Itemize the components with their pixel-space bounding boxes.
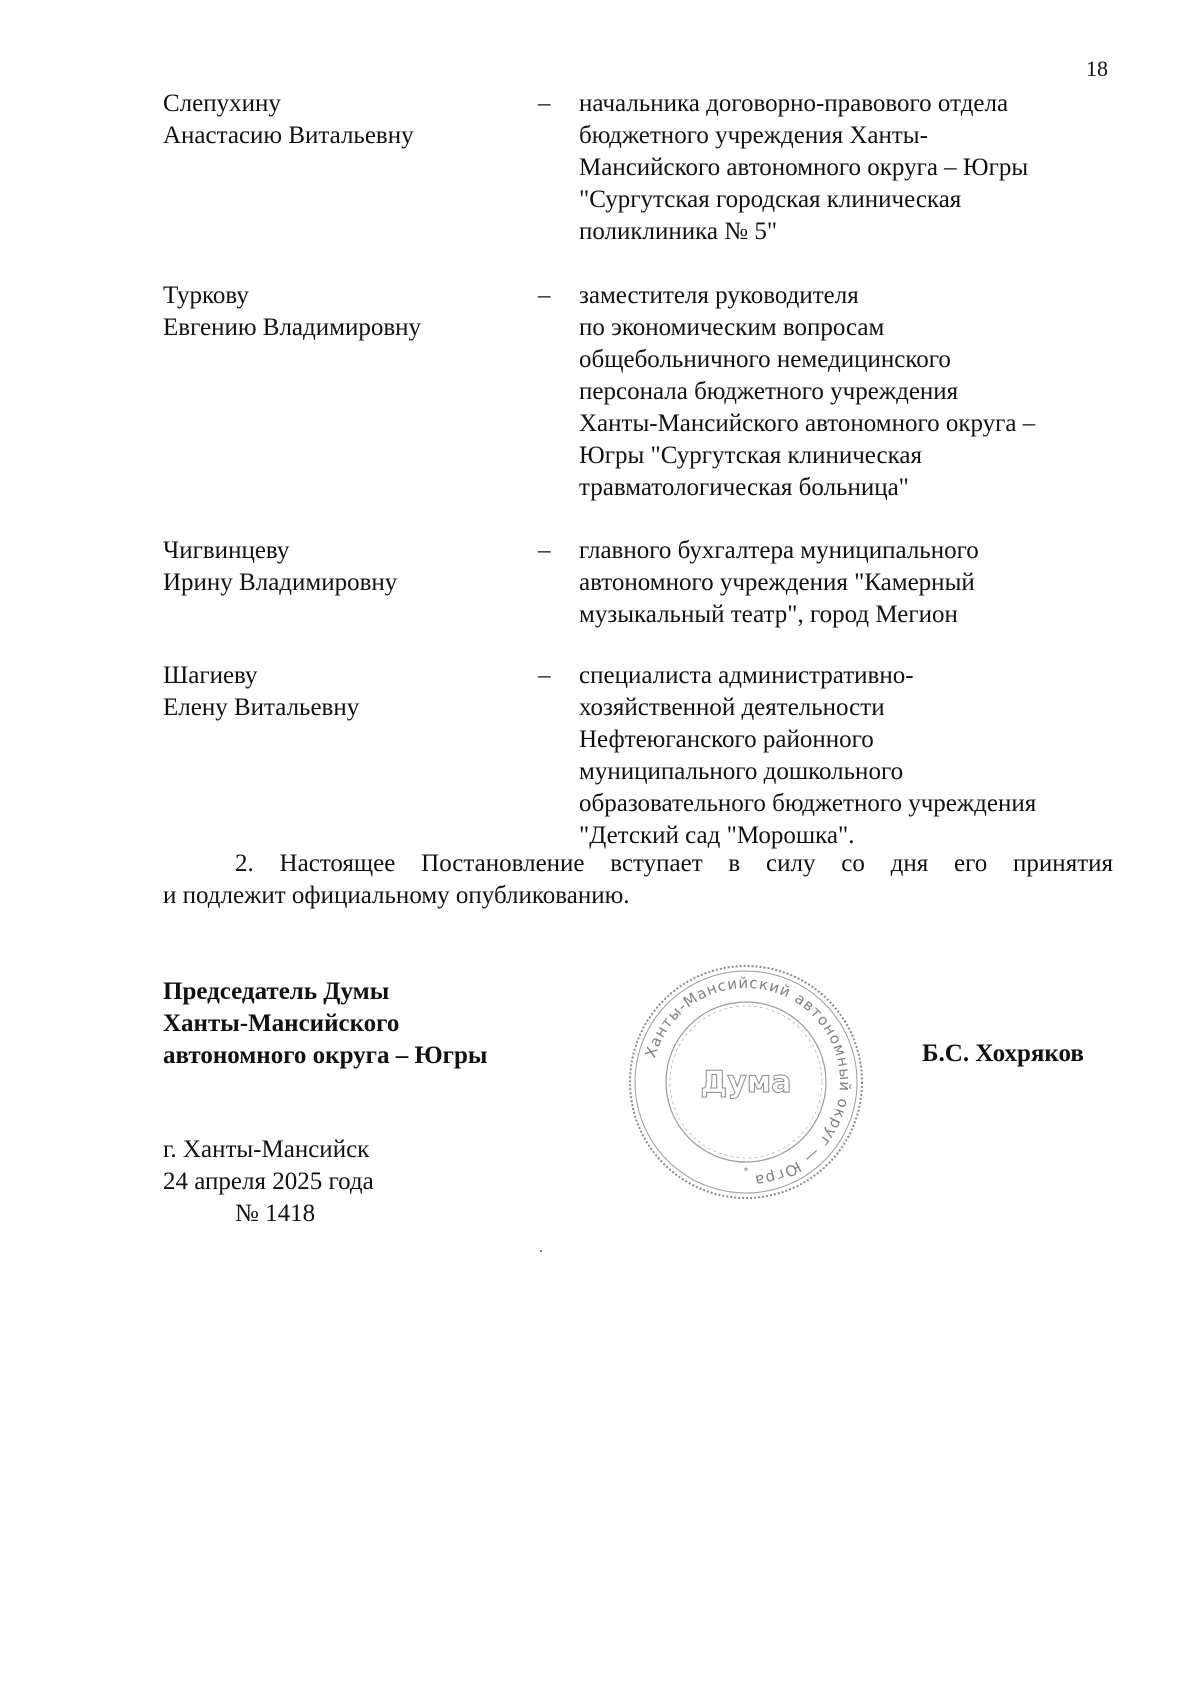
position-line: хозяйственной деятельности	[579, 694, 885, 721]
position-line: персонала бюджетного учреждения	[579, 378, 959, 405]
seal-ring-text: Ханты-Мансийский автономный округ — Югра	[641, 973, 855, 1190]
entry-dash: –	[538, 537, 551, 564]
name-line: Евгению Владимировну	[163, 314, 422, 341]
position-line: бюджетного учреждения Ханты-	[579, 122, 928, 149]
position-line: "Детский сад "Морошка".	[579, 822, 855, 849]
entry-dash: –	[538, 662, 551, 689]
signer-title-line: Председатель Думы	[163, 978, 390, 1005]
official-seal	[626, 962, 866, 1202]
entry-dash: –	[538, 282, 551, 309]
appointee-position	[579, 88, 1119, 248]
place-date-block	[163, 1134, 374, 1230]
name-line: Ирину Владимировну	[163, 569, 398, 596]
name-line: Анастасию Витальевну	[163, 122, 414, 149]
position-line: специалиста административно-	[579, 662, 914, 689]
clause-paragraph	[163, 848, 1113, 912]
signer-title	[163, 976, 487, 1072]
position-line: начальника договорно-правового отдела	[579, 90, 1009, 117]
position-line: Югры "Сургутская клиническая	[579, 442, 922, 469]
date: 24 апреля 2025 года	[163, 1168, 374, 1195]
position-line: автономного учреждения "Камерный	[579, 569, 975, 596]
scan-speck	[540, 1250, 542, 1252]
appointee-name	[163, 660, 523, 724]
position-line: Ханты-Мансийского автономного округа –	[579, 410, 1036, 437]
position-line: муниципального дошкольного	[579, 758, 904, 785]
position-line: Мансийского автономного округа – Югры	[579, 154, 1029, 181]
appointee-name	[163, 280, 523, 344]
clause-line: и подлежит официальному опубликованию.	[163, 882, 630, 909]
name-line: Шагиеву	[163, 662, 258, 689]
seal-center-text: Дума	[700, 1065, 792, 1100]
position-line: поликлиника № 5"	[579, 218, 778, 245]
appointee-position	[579, 535, 1119, 631]
position-line: "Сургутская городская клиническая	[579, 186, 962, 213]
name-line: Туркову	[163, 282, 249, 309]
position-line: заместителя руководителя	[579, 282, 859, 309]
name-line: Чигвинцеву	[163, 537, 290, 564]
clause-line: 2. Настоящее Постановление вступает в силу со дня его принятия	[235, 850, 1113, 877]
name-line: Слепухину	[163, 90, 281, 117]
page-number: 18	[1086, 56, 1108, 81]
appointee-name	[163, 88, 523, 152]
position-line: Нефтеюганского районного	[579, 726, 874, 753]
seal-star-icon: *	[743, 1166, 749, 1177]
appointee-name	[163, 535, 523, 599]
entry-dash: –	[538, 90, 551, 117]
signer-title-line: автономного округа – Югры	[163, 1042, 488, 1069]
city: г. Ханты-Мансийск	[163, 1136, 370, 1163]
document-number: № 1418	[235, 1200, 316, 1227]
signer-name: Б.С. Хохряков	[922, 1040, 1084, 1067]
position-line: главного бухгалтера муниципального	[579, 537, 979, 564]
signer-title-line: Ханты-Мансийского	[163, 1010, 400, 1037]
name-line: Елену Витальевну	[163, 694, 360, 721]
position-line: по экономическим вопросам	[579, 314, 885, 341]
position-line: музыкальный театр", город Мегион	[579, 601, 958, 628]
appointee-position	[579, 660, 1119, 852]
position-line: образовательного бюджетного учреждения	[579, 790, 1037, 817]
position-line: травматологическая больница"	[579, 474, 909, 501]
appointee-position	[579, 280, 1119, 504]
position-line: общебольничного немедицинского	[579, 346, 951, 373]
